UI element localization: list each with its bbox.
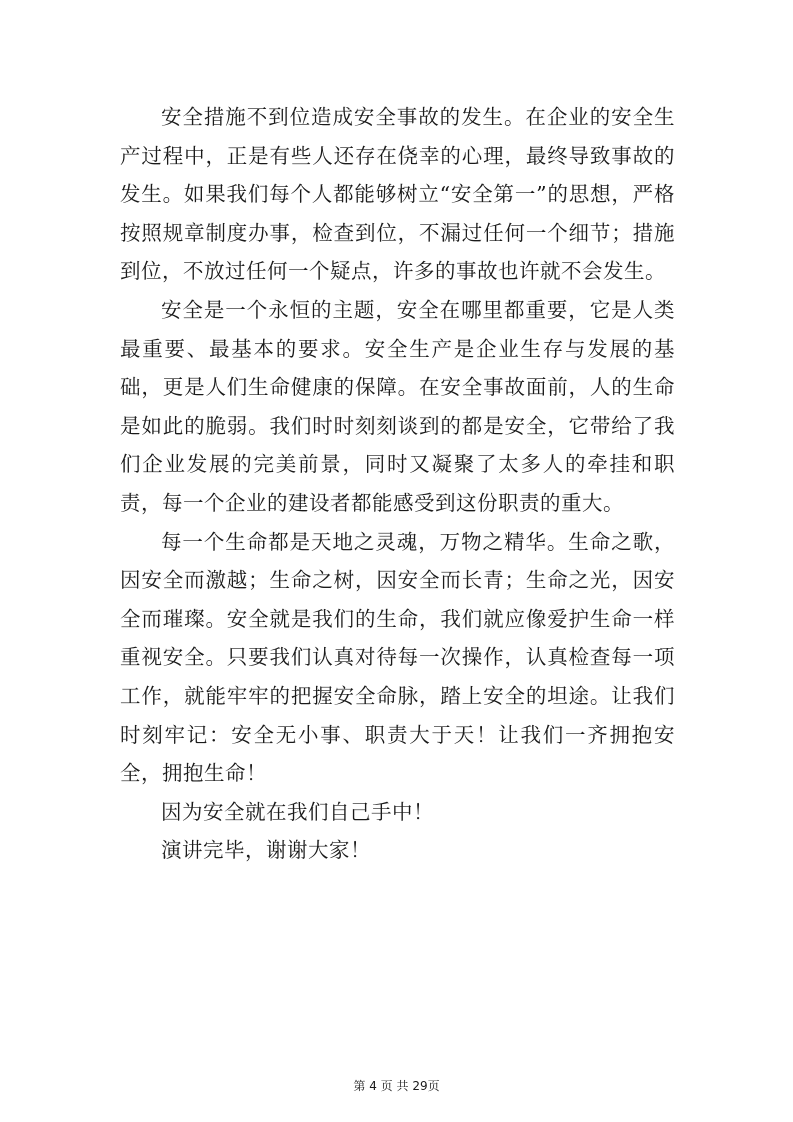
document-body <box>120 98 675 870</box>
page-footer <box>0 1078 793 1094</box>
footer-total-pages: 29 <box>412 1079 428 1093</box>
paragraph: 因为安全就在我们自己手中！ <box>161 799 434 824</box>
paragraph: 安全措施不到位造成安全事故的发生。在企业的安全生产过程中，正是有些人还存在侥幸的心理，最终导致事故的发生。如果我们每个人都能够树立“安全第一”的思想，严格按照规章制度办事，检查到位，不漏过任何一个细节；措施到位，不放过任何一个疑点，许多的事故也许就不会发生。 <box>120 105 675 284</box>
paragraph: 安全是一个永恒的主题，安全在哪里都重要，它是人类最重要、最基本的要求。安全生产是企业生存与发展的基础，更是人们生命健康的保障。在安全事故面前，人的生命是如此的脆弱。我们时时刻刻谈到的都是安全，它带给了我们企业发展的完美前景，同时又凝聚了太多人的牵挂和职责，每一个企业的建设者都能感受到这份职责的重大。 <box>120 297 675 515</box>
footer-middle: 页 共 <box>380 1079 409 1093</box>
paragraph: 演讲完毕，谢谢大家！ <box>161 838 371 863</box>
footer-suffix: 页 <box>427 1079 440 1093</box>
footer-current-page: 4 <box>369 1079 377 1093</box>
footer-prefix: 第 <box>353 1079 366 1093</box>
paragraph: 每一个生命都是天地之灵魂，万物之精华。生命之歌，因安全而激越；生命之树，因安全而长青；生命之光，因安全而璀璨。安全就是我们的生命，我们就应像爱护生命一样重视安全。只要我们认真对待每一次操作，认真检查每一项工作，就能牢牢的把握安全命脉，踏上安全的坦途。让我们时刻牢记：安全无小事、职责大于天！让我们一齐拥抱安全，拥抱生命！ <box>120 529 675 786</box>
